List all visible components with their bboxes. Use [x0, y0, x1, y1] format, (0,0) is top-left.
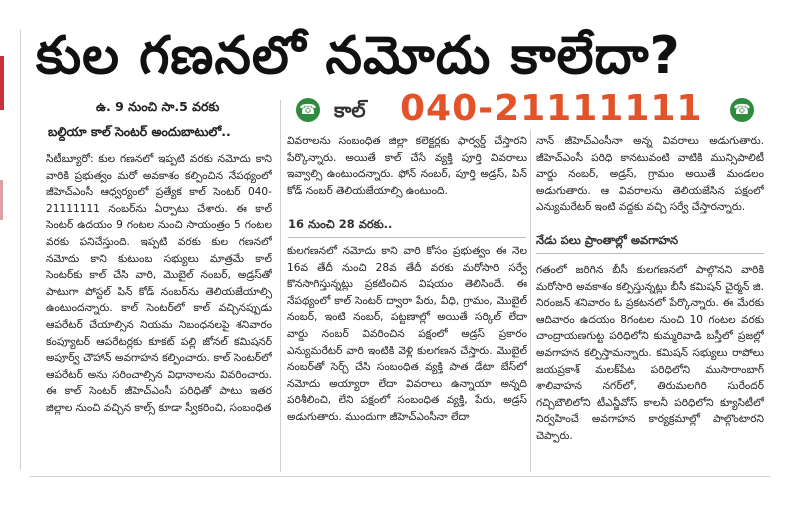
edge-accent-bar	[0, 56, 4, 110]
right-subheading: నేడు పలు ప్రాంతాల్లో అవగాహన	[536, 233, 679, 247]
right-column-body-top: నాన్ జీహెచ్‌ఎంసీనా అన్న వివరాలు అడుగుతారు. జీహెచ్‌ఎంసీ పరిధి కానటువంటి వాటికి మున్సిపాలిటీ వార్డు నంబర్, అడ్రస్, గ్రామం అయితే మండలం అడుగుతారు. ఆ వివరాలను తెలియజేసిన పక్షంలో ఎన్యుమరేటర్ ఇంటి వద్దకు వచ్చి సర్వే చేస్తారన్నారు.	[536, 135, 764, 214]
column-divider-1	[280, 100, 281, 472]
left-subheading-timing: ఉ. 9 నుంచి సా.5 వరకు	[96, 99, 220, 114]
page-margin-rule	[20, 30, 21, 470]
headline: కుల గణనలో నమోదు కాలేదా?	[36, 26, 681, 86]
bottom-rule	[30, 476, 770, 477]
right-subheading-rule	[536, 253, 764, 254]
edge-accent-bar-lower	[0, 180, 3, 220]
phone-icon: ☎	[296, 98, 320, 122]
phone-icon-right: ☎	[730, 98, 754, 122]
middle-column-body-bottom: కులగణనలో నమోదు కాని వారి కోసం ప్రభుత్వం ఈ నెల 16వ తేదీ నుంచి 28వ తేదీ వరకు మరోసారి సర్వే కొనసాగిస్తున్నట్లు ప్రకటించిన విషయం తెలిసిందే. ఈ నేపథ్యంలో కాల్ సెంటర్ ద్వారా పేరు, వీధి, గ్రామం, మొబైల్ నంబర్, ఇంటి నంబర్, పట్టణాల్లో అయితే సర్కిల్ లేదా వార్డు నంబర్ వివరించిన పక్షంలో అడ్రస్ ప్రకారం ఎన్యుమరేటర్ వారి ఇంటికి వెళ్లి కులగణన చేస్తారు. మొబైల్ నంబర్‌తో సెర్చ్ చేసి సంబంధిత వ్యక్తి పాత డేటా బేస్‌లో నమోదు అయ్యారా లేదా వివరాలు ఉన్నాయా అన్నది పరిశీలించి, లేని పక్షంలో సంబంధిత వ్యక్తి, పేరు, అడ్రస్ అడుగుతారు. ముందుగా జీహెచ్‌ఎంసీనా లేదా	[287, 245, 527, 423]
middle-subheading: 16 నుంచి 28 వరకు..	[288, 217, 393, 231]
column-divider-2	[530, 130, 531, 472]
left-subheading-callcenter: బల్దియా కాల్ సెంటర్ అందుబాటులో..	[48, 124, 231, 139]
call-number: 040-21111111	[400, 88, 703, 129]
call-label: కాల్	[334, 98, 366, 122]
left-column-body: సిటీబ్యూరో: కుల గణనలో ఇప్పటి వరకు నమోదు కాని వారికి ప్రభుత్వం మరో అవకాశం కల్పించిన నేపథ్యంలో జీహెచ్‌ఎంసీ ఆధ్వర్యంలో ప్రత్యేక కాల్ సెంటర్ 040-21111111 నంబర్‌ను ఏర్పాటు చేశారు. ఈ కాల్ సెంటర్ ఉదయం 9 గంటల నుంచి సాయంత్రం 5 గంటల వరకు పనిచేస్తుంది. ఇప్పటి వరకు కుల గణనలో నమోదు కాని కుటుంబ సభ్యులు మాత్రమే కాల్ సెంటర్‌కు కాల్ చేసి వారి, మొబైల్ నంబర్, అడ్రస్‌తో పాటుగా పోస్టల్ పిన్ కోడ్ నంబర్‌ను తెలియజేయాల్సి ఉంటుందన్నారు. కాల్ సెంటర్‌లో కాల్ వచ్చినప్పుడు ఆపరేటర్ చేయాల్సిన నియమ నిబంధనలపై శనివారం కంప్యూటర్ ఆపరేటర్లకు కూకట్ పల్లి జోనల్ కమిషనర్ అపూర్వ్ చౌహాన్ అవగాహన కల్పించారు. కాల్ సెంటర్‌లో ఆపరేటర్ అను సరించాల్సిన విధానాలను వివరించారు. ఈ కాల్ సెంటర్ జీహెచ్‌ఎంసీ పరిధితో పాటు ఇతర జిల్లాల నుంచి వచ్చిన కాల్స్ కూడా స్వీకరించి, సంబంధిత	[46, 153, 272, 414]
middle-subheading-rule	[288, 237, 526, 238]
right-column-body-bottom: గతంలో జరిగిన బీసీ కులగణనలో పాల్గొనని వారికి మరోసారి అవకాశం కల్పిస్తున్నట్లు బీసీ కమిషన్ చైర్మన్ జి. నిరంజన్ శనివారం ఓ ప్రకటనలో పేర్కొన్నారు. ఈ మేరకు ఆదివారం ఉదయం 8గంటల నుంచి 10 గంటల వరకు చాంద్రాయణగుట్ట పరిధిలోని కుమ్మరివాడి బస్తీలో ప్రజల్లో అవగాహన కల్పిస్తామన్నారు. కమిషన్ సభ్యులు రాపోలు జయప్రకాశ్ మలక్‌పేట పరిధిలోని ముసారాంబాగ్ శాలివాహన నగర్‌లో, తిరుమలగిరి సురేందర్ గచ్చిబౌలిలోని టీఎన్జీవోస్ కాలనీ పరిధిలోని క్యూసిటీలో నిర్వహించే అవగాహన కార్యక్రమాల్లో పాల్గొంటారని చెప్పారు.	[536, 264, 764, 442]
middle-column-body-top: వివరాలను సంబంధిత జిల్లా కలెక్టర్లకు ఫార్వర్డ్ చేస్తారని పేర్కొన్నారు. అయితే కాల్ చేసే వ్యక్తి పూర్తి వివరాలు ఇవ్వాల్సి ఉంటుందన్నారు. ఫోన్ నంబర్, పూర్తి అడ్రస్, పిన్ కోడ్ నంబర్ తెలియజేయాల్సి ఉంటుంది.	[287, 135, 527, 197]
